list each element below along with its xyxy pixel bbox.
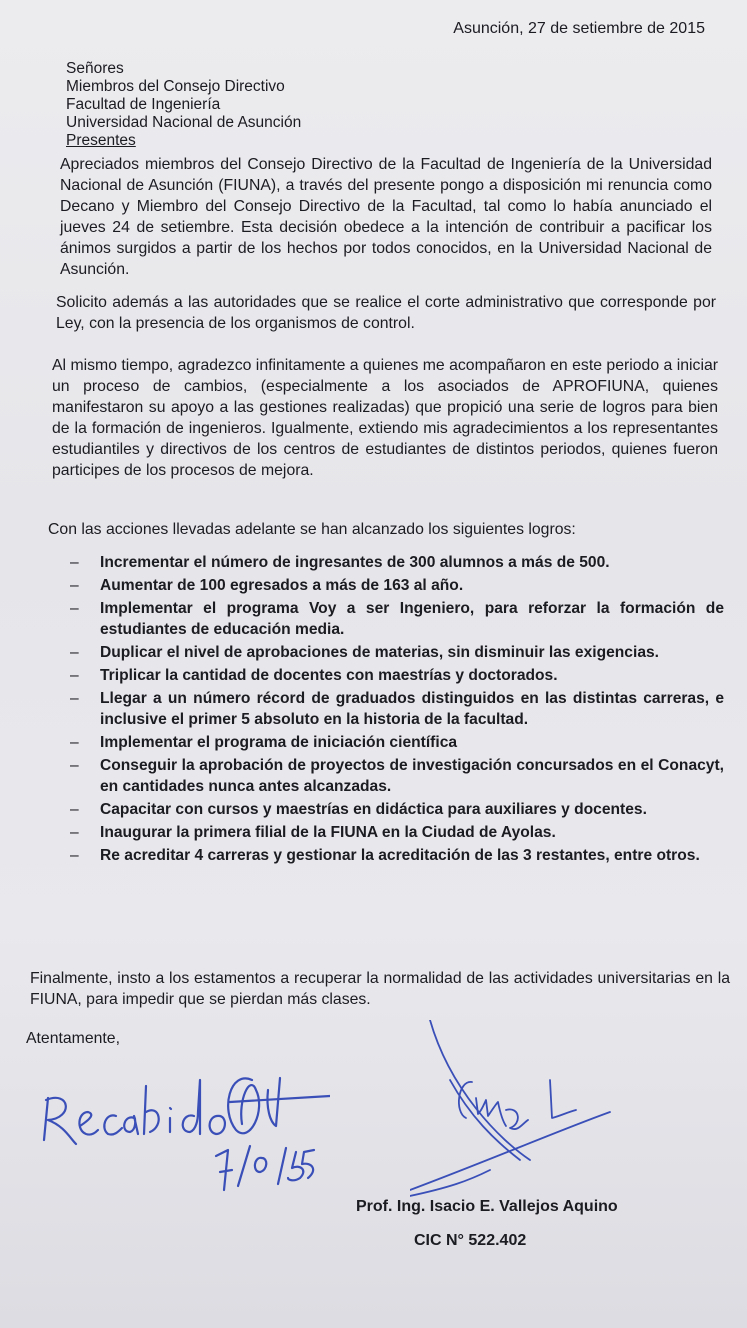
list-item: – Triplicar la cantidad de docentes con maestrías y doctorados. (70, 667, 558, 684)
address-line-faculty: Facultad de Ingeniería (66, 96, 221, 113)
list-item: – Aumentar de 100 egresados a más de 163 al año. (70, 577, 464, 594)
signatory-cic: CIC N° 522.402 (414, 1232, 527, 1249)
address-line-salutation: Señores (66, 60, 124, 77)
address-line-university: Universidad Nacional de Asunción (66, 114, 302, 131)
list-item: – Inaugurar la primera filial de la FIUNA en la Ciudad de Ayolas. (70, 824, 556, 841)
dash-bullet: – (70, 690, 79, 707)
dash-bullet: – (70, 554, 79, 571)
list-item: – Implementar el programa Voy a ser Ingeniero, para reforzar la formación de estudiantes de educación media. (70, 600, 724, 638)
list-item: – Incrementar el número de ingresantes de 300 alumnos a más de 500. (70, 554, 610, 571)
dash-bullet: – (70, 847, 79, 864)
list-item: – Implementar el programa de iniciación científica (70, 734, 458, 751)
paragraph-closing-appeal: Finalmente, insto a los estamentos a recuperar la normalidad de las actividades universitarias en la FIUNA, para impedir que se pierdan más clases. (30, 970, 730, 1008)
address-line-presentes: Presentes (66, 132, 136, 149)
paragraph-resignation: Apreciados miembros del Consejo Directivo de la Facultad de Ingeniería de la Universidad Nacional de Asunción (FIUNA), a través del presente pongo a disposición mi renuncia como Decano y Miembro del Consejo Directivo de la Facultad, tal como lo había anunciado el jueves 24 de setiembre. Esta decisión obedece a la intención de contribuir a pacificar los ánimos surgidos a partir de los hechos por todos conocidos, en la Universidad Nacional de Asunción. (60, 156, 712, 278)
dash-bullet: – (70, 801, 79, 818)
recipient-address (66, 60, 301, 150)
signatory-name: Prof. Ing. Isacio E. Vallejos Aquino (356, 1198, 618, 1215)
list-item: – Capacitar con cursos y maestrías en didáctica para auxiliares y docentes. (70, 801, 647, 818)
dash-bullet: – (70, 824, 79, 841)
received-handwriting (30, 1060, 330, 1200)
list-item: – Re acreditar 4 carreras y gestionar la acreditación de las 3 restantes, entre otros. (70, 847, 700, 864)
letter-date: Asunción, 27 de setiembre de 2015 (453, 20, 705, 37)
salutation: Atentamente, (26, 1030, 120, 1047)
paragraph-administrative-cut: Solicito además a las autoridades que se realice el corte administrativo que corresponde por Ley, con la presencia de los organismos de control. (56, 294, 716, 332)
dash-bullet: – (70, 667, 79, 684)
paragraph-achievements-intro: Con las acciones llevadas adelante se han alcanzado los siguientes logros: (48, 521, 576, 538)
dash-bullet: – (70, 577, 79, 594)
signature (410, 1020, 730, 1220)
list-item: – Conseguir la aprobación de proyectos de investigación concursados en el Conacyt, en cantidades nunca antes alcanzadas. (70, 757, 724, 795)
list-item: – Llegar a un número récord de graduados distinguidos en las distintas carreras, e inclusive el primer 5 absoluto en la historia de la facultad. (70, 690, 724, 728)
list-item: – Duplicar el nivel de aprobaciones de materias, sin disminuir las exigencias. (70, 644, 659, 661)
address-line-council: Miembros del Consejo Directivo (66, 78, 285, 95)
paragraph-gratitude: Al mismo tiempo, agradezco infinitamente a quienes me acompañaron en este periodo a iniciar un proceso de cambios, (especialmente a los asociados de APROFIUNA, quienes manifestaron su apoyo a las gestiones realizadas) que propició una serie de logros para bien de la formación de ingenieros. Igualmente, extiendo mis agradecimientos a los representantes estudiantiles y directivos de los centros de estudiantes de distintos periodos, quienes fueron participes de los procesos de mejora. (52, 357, 718, 479)
achievements-list (60, 552, 724, 868)
dash-bullet: – (70, 757, 79, 774)
dash-bullet: – (70, 600, 79, 617)
dash-bullet: – (70, 644, 79, 661)
dash-bullet: – (70, 734, 79, 751)
